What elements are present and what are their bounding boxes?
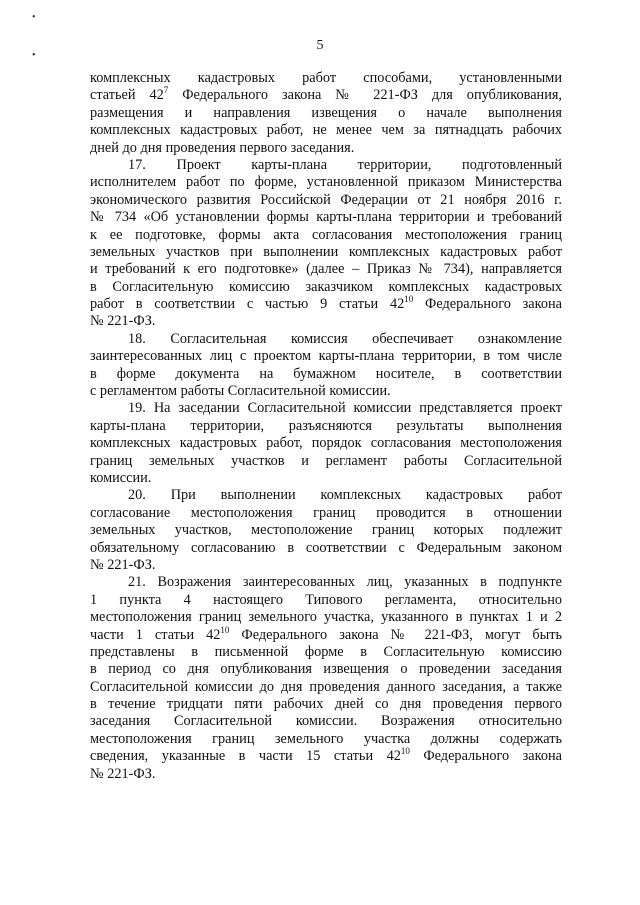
line-text: местоположения границ земельного участка, указанного в пунктах 1 и 2 bbox=[90, 609, 562, 626]
paragraph-17-line bbox=[90, 192, 562, 209]
paragraph-21-line bbox=[90, 748, 562, 765]
line-text: № 734 «Об установлении формы карты-плана территории и требований bbox=[90, 209, 562, 226]
scan-mark: • bbox=[32, 12, 36, 23]
paragraph-21-line bbox=[90, 644, 562, 661]
line-text: заседания Согласительной комиссии. Возражения относительно bbox=[90, 713, 562, 730]
paragraph-19-line bbox=[90, 470, 562, 487]
line-text: местоположения границ земельного участка должны содержать bbox=[90, 730, 562, 747]
line-text: 1 пункта 4 настоящего Типового регламента, относительно bbox=[90, 591, 562, 608]
line-text: комплексных кадастровых работ способами, установленными bbox=[90, 70, 562, 86]
paragraph-17-line bbox=[90, 157, 562, 174]
line-text: комплексных кадастровых работ, не менее чем за пятнадцать рабочих bbox=[90, 122, 562, 139]
paragraph-19-line bbox=[90, 418, 562, 435]
paragraph-19-line bbox=[90, 400, 562, 417]
paragraph-20-line bbox=[90, 505, 562, 522]
line-text: карты-плана территории, разъясняются результаты выполнения bbox=[90, 417, 562, 434]
line-text: Согласительной комиссии до дня проведения данного заседания, а также bbox=[90, 678, 562, 695]
line-text: части 1 статьи 42 bbox=[90, 626, 221, 643]
line-text: к ее подготовке, формы акта согласования местоположения границ bbox=[90, 226, 562, 243]
paragraph-20-line bbox=[90, 540, 562, 557]
paragraph-18-line bbox=[90, 366, 562, 383]
line-text: № 221-ФЗ. bbox=[90, 556, 156, 573]
paragraph-18-line bbox=[90, 331, 562, 348]
paragraph-21-line bbox=[90, 679, 562, 696]
paragraph-16-continuation-line bbox=[90, 70, 562, 87]
paragraph-18-line bbox=[90, 383, 562, 400]
article-superscript: 10 bbox=[404, 294, 414, 305]
line-text: 18. Согласительная комиссия обеспечивает ознакомление bbox=[128, 330, 562, 347]
line-text: в период со дня опубликования извещения о проведении заседания bbox=[90, 661, 562, 678]
line-text: 17. Проект карты-плана территории, подготовленный bbox=[128, 156, 562, 173]
line-text: в течение тридцати пяти рабочих дней со дня проведения первого bbox=[90, 696, 562, 713]
paragraph-16-continuation-line bbox=[90, 140, 562, 157]
paragraph-17-line bbox=[90, 174, 562, 191]
paragraph-17-line bbox=[90, 296, 562, 313]
paragraph-17-line bbox=[90, 313, 562, 330]
paragraph-21-line bbox=[90, 661, 562, 678]
line-text: статьей 42 bbox=[90, 87, 164, 104]
paragraph-17-line bbox=[90, 227, 562, 244]
line-text: заинтересованных лиц с проектом карты-плана территории, в том числе bbox=[90, 348, 562, 365]
line-text: земельных участков при выполнении комплексных кадастровых работ bbox=[90, 243, 562, 260]
paragraph-19-line bbox=[90, 435, 562, 452]
line-text: представлены в письменной форме в Согласительную комиссию bbox=[90, 643, 562, 660]
document-body bbox=[90, 70, 562, 783]
line-text: с регламентом работы Согласительной комиссии. bbox=[90, 383, 391, 400]
line-text: размещения и направления извещения о начале выполнения bbox=[90, 104, 562, 121]
paragraph-21-line bbox=[90, 574, 562, 591]
line-text: работ в соответствии с частью 9 статьи 42 bbox=[90, 296, 405, 313]
article-superscript: 10 bbox=[400, 746, 410, 757]
paragraph-20-line bbox=[90, 522, 562, 539]
line-text: № 221-ФЗ. bbox=[90, 765, 156, 782]
line-text: земельных участков, местоположение границ которых подлежит bbox=[90, 522, 562, 539]
paragraph-16-continuation-line bbox=[90, 105, 562, 122]
scan-mark: • bbox=[32, 50, 36, 61]
line-text: согласование местоположения границ проводится в отношении bbox=[90, 504, 562, 521]
line-text: обязательному согласованию в соответствии с Федеральным законом bbox=[90, 539, 562, 556]
line-text-continuation: Федерального закона № 221-ФЗ для опубликования, bbox=[168, 87, 562, 104]
paragraph-17-line bbox=[90, 209, 562, 226]
line-text: и требований к его подготовке» (далее – Приказ № 734), направляется bbox=[90, 261, 562, 278]
line-text: сведения, указанные в части 15 статьи 42 bbox=[90, 748, 401, 765]
paragraph-18-line bbox=[90, 348, 562, 365]
article-superscript: 10 bbox=[220, 624, 230, 635]
line-text: 20. При выполнении комплексных кадастровых работ bbox=[128, 487, 562, 504]
page-number: 5 bbox=[316, 38, 324, 53]
paragraph-16-continuation-line bbox=[90, 122, 562, 139]
line-text: исполнителем работ по форме, установленной приказом Министерства bbox=[90, 174, 562, 191]
line-text: экономического развития Российской Федерации от 21 ноября 2016 г. bbox=[90, 191, 562, 208]
paragraph-21-line bbox=[90, 592, 562, 609]
paragraph-17-line bbox=[90, 244, 562, 261]
line-text: № 221-ФЗ. bbox=[90, 313, 156, 330]
paragraph-19-line bbox=[90, 453, 562, 470]
paragraph-17-line bbox=[90, 279, 562, 296]
paragraph-20-line bbox=[90, 487, 562, 504]
line-text: в Согласительную комиссию заказчиком комплексных кадастровых bbox=[90, 278, 562, 295]
paragraph-20-line bbox=[90, 557, 562, 574]
line-text: 19. На заседании Согласительной комиссии представляется проект bbox=[128, 400, 562, 417]
line-text: комплексных кадастровых работ, порядок согласования местоположения bbox=[90, 435, 562, 452]
line-text: в форме документа на бумажном носителе, в соответствии bbox=[90, 365, 562, 382]
paragraph-21-line bbox=[90, 713, 562, 730]
paragraph-21-line bbox=[90, 696, 562, 713]
line-text-continuation: Федерального закона № 221-ФЗ, могут быть bbox=[229, 626, 562, 643]
paragraph-21-line bbox=[90, 731, 562, 748]
line-text: границ земельных участков и регламент работы Согласительной bbox=[90, 452, 562, 469]
line-text-continuation: Федерального закона bbox=[413, 296, 562, 313]
line-text: комиссии. bbox=[90, 469, 152, 486]
line-text-continuation: Федерального закона bbox=[409, 748, 562, 765]
paragraph-21-line bbox=[90, 624, 562, 644]
article-superscript: 7 bbox=[163, 85, 169, 96]
paragraph-21-line bbox=[90, 609, 562, 626]
paragraph-21-line bbox=[90, 766, 562, 783]
paragraph-17-line bbox=[90, 261, 562, 278]
line-text: дней до дня проведения первого заседания. bbox=[90, 139, 355, 156]
line-text: 21. Возражения заинтересованных лиц, указанных в подпункте bbox=[128, 574, 562, 591]
paragraph-16-continuation-line bbox=[90, 87, 562, 104]
